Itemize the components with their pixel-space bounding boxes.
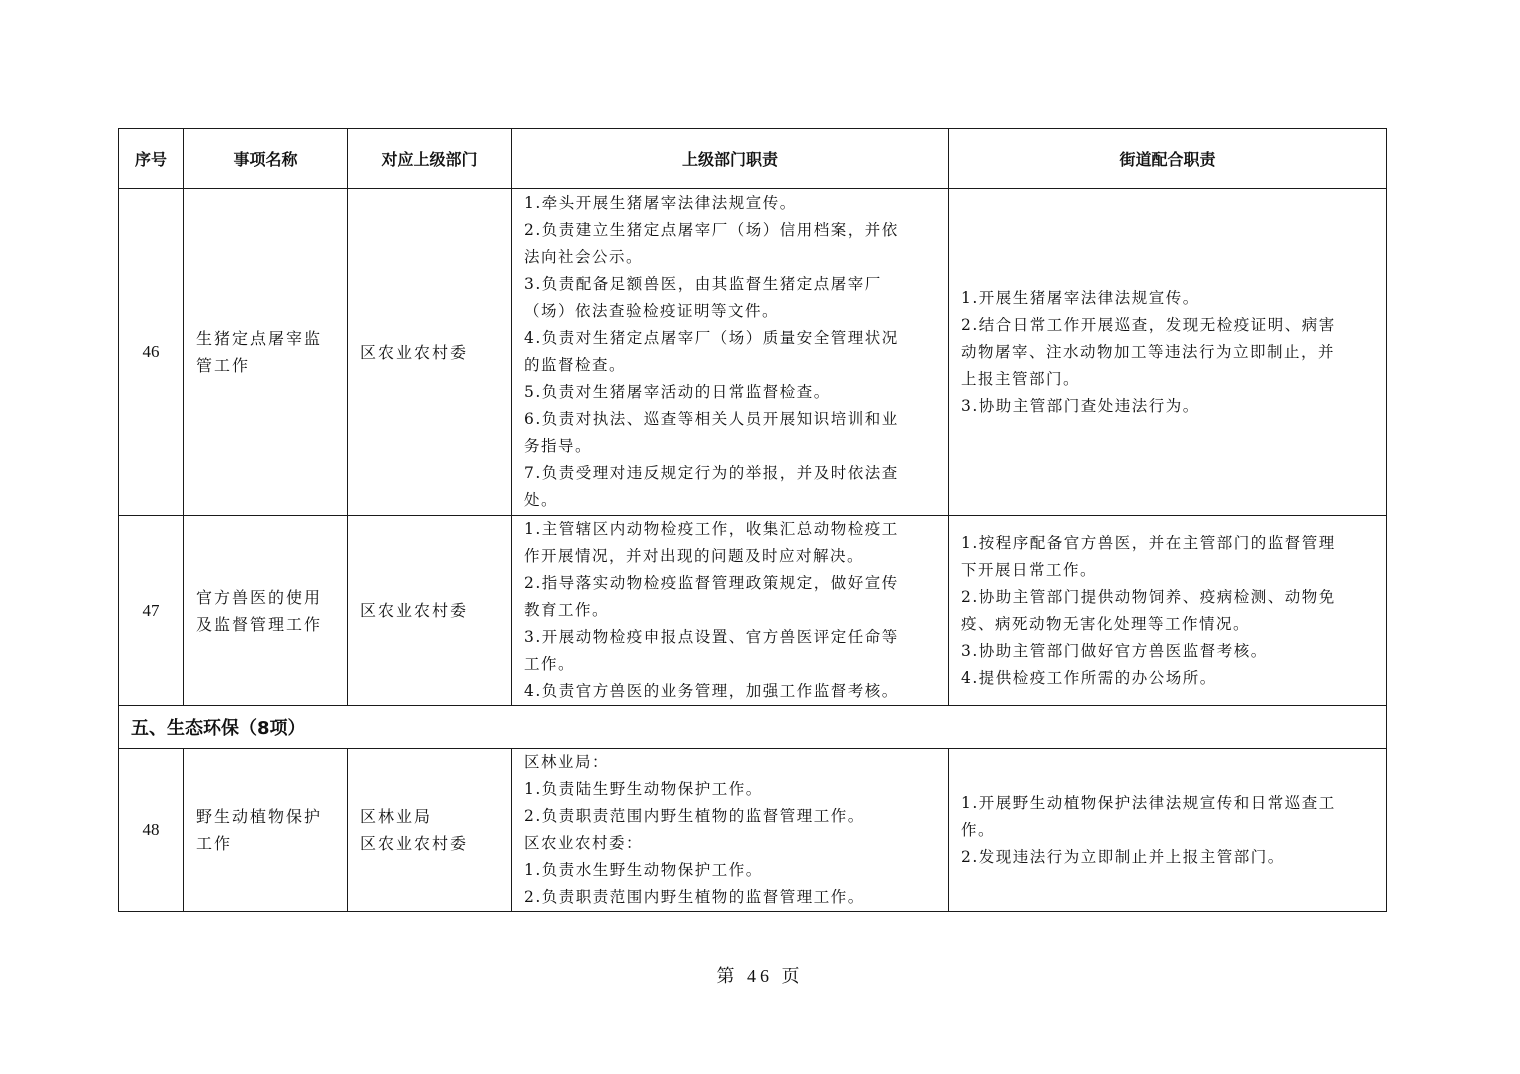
street-line: 上报主管部门。 — [961, 369, 1081, 388]
superior-dept — [348, 749, 512, 912]
street-line: 2.发现违法行为立即制止并上报主管部门。 — [961, 847, 1285, 866]
item-name-line: 工作 — [196, 834, 233, 853]
item-name — [184, 516, 348, 706]
duty-line: （场）依法查验检疫证明等文件。 — [524, 302, 780, 320]
item-name-line: 及监督管理工作 — [196, 614, 323, 634]
item-name-line: 生猪定点屠宰监 — [196, 329, 323, 348]
table-row — [119, 189, 1387, 516]
street-line: 作。 — [961, 820, 996, 839]
item-name-line: 野生动植物保护 — [196, 807, 323, 826]
row-number: 47 — [119, 516, 184, 706]
street-duties — [949, 516, 1387, 706]
duty-line: 5.负责对生猪屠宰活动的日常监督检查。 — [524, 383, 831, 401]
street-line: 3.协助主管部门做好官方兽医监督考核。 — [961, 641, 1268, 660]
dept-line: 区农业农村委 — [360, 834, 469, 853]
item-name-line: 官方兽医的使用 — [196, 587, 323, 607]
duty-line: 4.负责官方兽医的业务管理，加强工作监督考核。 — [524, 682, 899, 700]
header-cell: 序号 — [119, 129, 184, 189]
duty-line: 区林业局： — [524, 753, 610, 771]
duty-line: 2.指导落实动物检疫监督管理政策规定，做好宣传 — [524, 574, 899, 592]
duty-line: 6.负责对执法、巡查等相关人员开展知识培训和业 — [524, 410, 899, 428]
duty-line: 务指导。 — [524, 437, 593, 455]
duty-line: 4.负责对生猪定点屠宰厂（场）质量安全管理状况 — [524, 329, 899, 347]
duty-line: 处。 — [524, 491, 559, 509]
street-line: 疫、病死动物无害化处理等工作情况。 — [961, 614, 1251, 633]
item-name — [184, 749, 348, 912]
dept-line: 区农业农村委 — [360, 601, 469, 620]
header-cell: 街道配合职责 — [949, 129, 1387, 189]
table-row — [119, 749, 1387, 912]
superior-dept — [348, 189, 512, 516]
superior-dept — [348, 516, 512, 706]
duty-line: 1.主管辖区内动物检疫工作，收集汇总动物检疫工 — [524, 520, 899, 538]
row-number: 46 — [119, 189, 184, 516]
section-title: 五、生态环保（8项） — [119, 706, 1387, 749]
duty-line: 3.开展动物检疫申报点设置、官方兽医评定任命等 — [524, 628, 899, 646]
superior-duties — [512, 189, 949, 516]
duty-line: 工作。 — [524, 655, 576, 673]
street-line: 2.结合日常工作开展巡查，发现无检疫证明、病害 — [961, 315, 1336, 334]
duty-line: 1.负责陆生野生动物保护工作。 — [524, 780, 763, 798]
dept-line: 区林业局 — [360, 807, 433, 826]
row-number: 48 — [119, 749, 184, 912]
item-name-line: 管工作 — [196, 356, 251, 375]
duty-line: 教育工作。 — [524, 601, 610, 619]
header-cell: 上级部门职责 — [512, 129, 949, 189]
duty-line: 2.负责建立生猪定点屠宰厂（场）信用档案，并依 — [524, 221, 899, 239]
section-row — [119, 706, 1387, 749]
street-line: 1.开展野生动植物保护法律法规宣传和日常巡查工 — [961, 793, 1336, 812]
table-header-row — [119, 129, 1387, 189]
street-duties — [949, 189, 1387, 516]
table-row — [119, 516, 1387, 706]
duty-line: 3.负责配备足额兽医，由其监督生猪定点屠宰厂 — [524, 275, 882, 293]
superior-duties — [512, 749, 949, 912]
duty-line: 1.牵头开展生猪屠宰法律法规宣传。 — [524, 194, 797, 212]
page-number: 第 46 页 — [716, 966, 804, 986]
street-line: 2.协助主管部门提供动物饲养、疫病检测、动物免 — [961, 587, 1336, 606]
item-name — [184, 189, 348, 516]
street-line: 4.提供检疫工作所需的办公场所。 — [961, 668, 1217, 687]
street-duties — [949, 749, 1387, 912]
duty-table — [118, 128, 1387, 912]
duty-line: 的监督检查。 — [524, 356, 627, 374]
superior-duties — [512, 516, 949, 706]
header-cell: 事项名称 — [184, 129, 348, 189]
duty-line: 2.负责职责范围内野生植物的监督管理工作。 — [524, 807, 865, 825]
street-line: 下开展日常工作。 — [961, 560, 1098, 579]
duty-line: 2.负责职责范围内野生植物的监督管理工作。 — [524, 888, 865, 906]
duty-line: 区农业农村委： — [524, 834, 644, 852]
duty-line: 法向社会公示。 — [524, 248, 644, 266]
street-line: 1.开展生猪屠宰法律法规宣传。 — [961, 288, 1200, 307]
street-line: 动物屠宰、注水动物加工等违法行为立即制止，并 — [961, 342, 1336, 361]
header-cell: 对应上级部门 — [348, 129, 512, 189]
dept-line: 区农业农村委 — [360, 342, 469, 362]
duty-line: 1.负责水生野生动物保护工作。 — [524, 861, 763, 879]
street-line: 1.按程序配备官方兽医，并在主管部门的监督管理 — [961, 533, 1336, 552]
duty-line: 7.负责受理对违反规定行为的举报，并及时依法查 — [524, 464, 899, 482]
street-line: 3.协助主管部门查处违法行为。 — [961, 396, 1200, 415]
duty-line: 作开展情况，并对出现的问题及时应对解决。 — [524, 547, 865, 565]
